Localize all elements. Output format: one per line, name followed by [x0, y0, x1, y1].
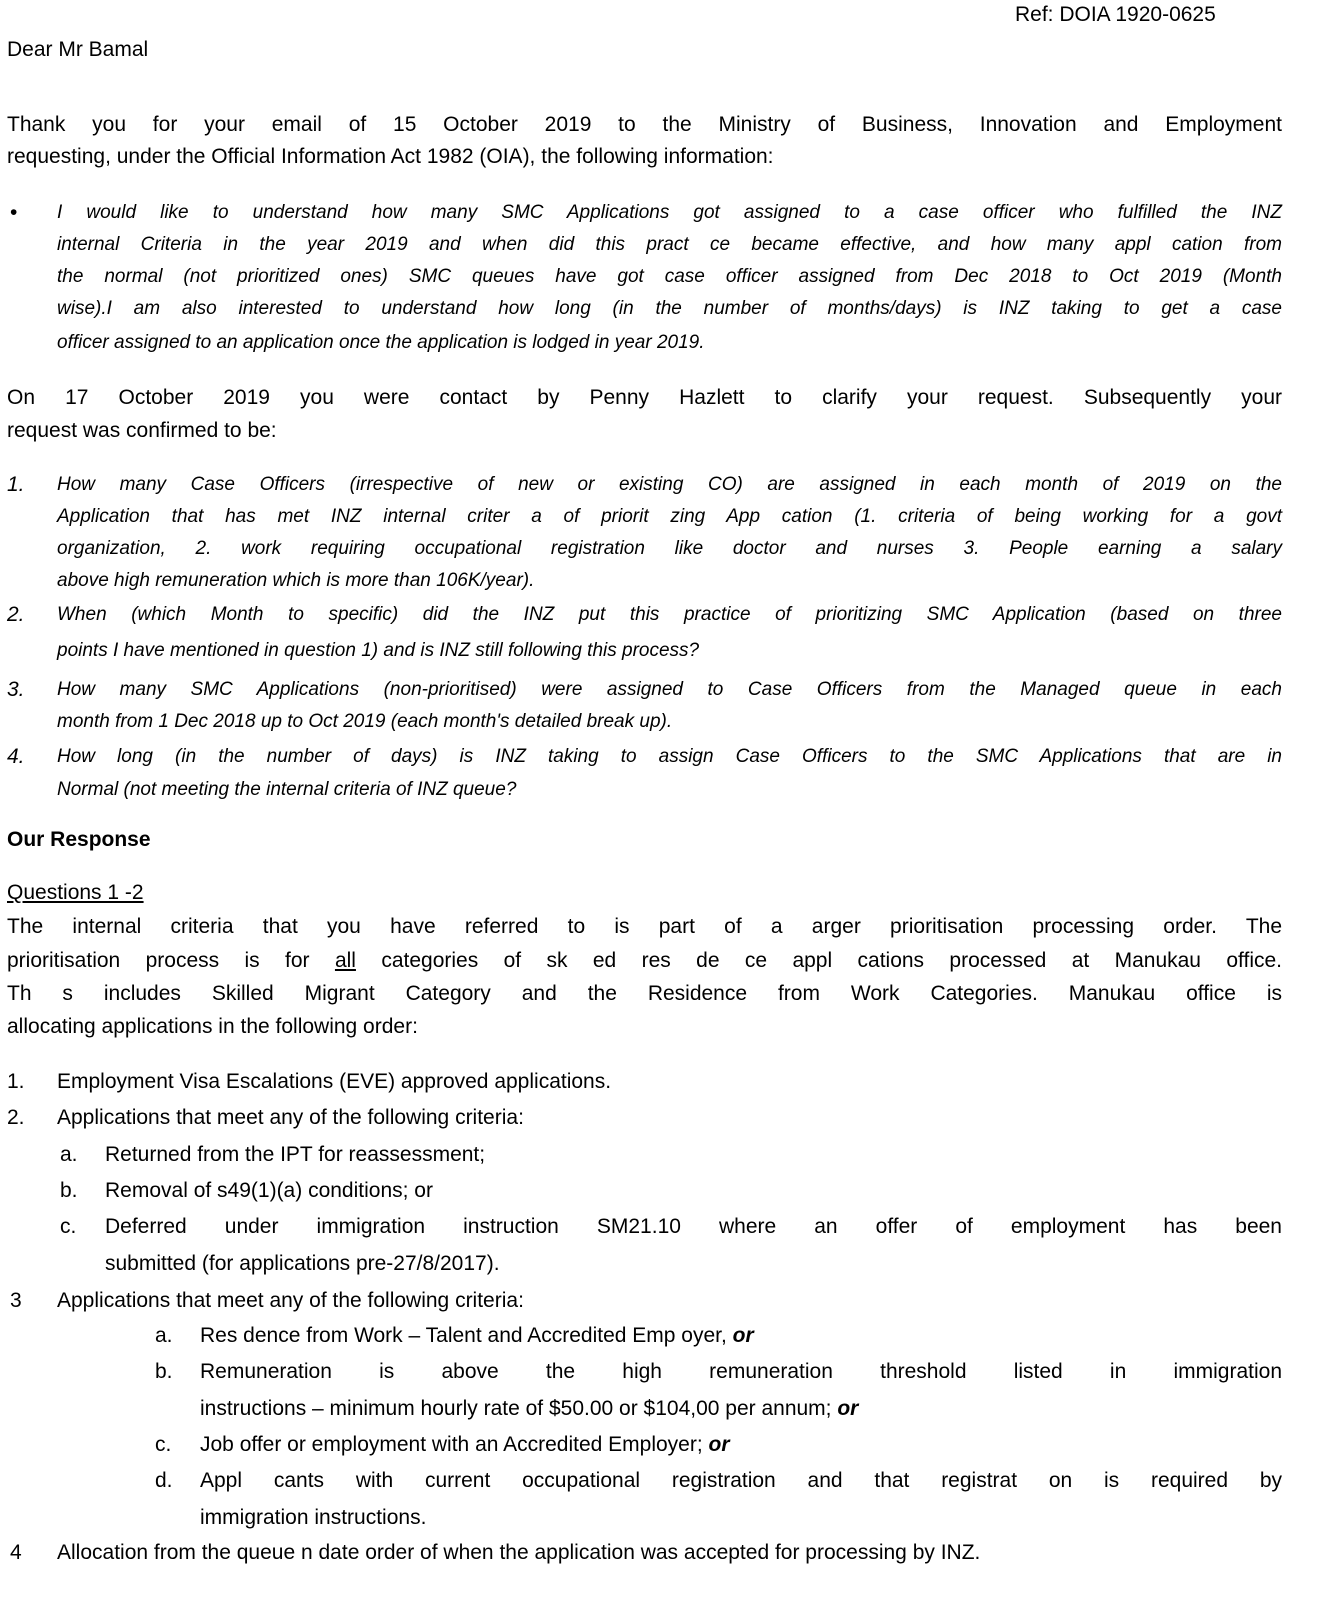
text-line: The internal criteria that you have referred to is part of a arger prioritisation processing order. The — [7, 915, 1282, 938]
text-line: Deferred under immigration instruction SM21.10 where an offer of employment has been — [105, 1215, 1282, 1238]
text-line: I would like to understand how many SMC Applications got assigned to a case officer who fulfilled the INZ — [57, 202, 1282, 223]
text-line: Thank you for your email of 15 October 2019 to the Ministry of Business, Innovation and Employment — [7, 113, 1282, 136]
emphasis: or — [837, 1397, 859, 1420]
list-letter: c. — [60, 1215, 77, 1238]
bullet-icon: • — [10, 201, 18, 224]
list-number: 3 — [10, 1289, 22, 1312]
salutation: Dear Mr Bamal — [7, 38, 149, 61]
list-letter: d. — [155, 1469, 173, 1492]
text-line: Employment Visa Escalations (EVE) approved applications. — [57, 1070, 612, 1093]
list-letter: c. — [155, 1433, 172, 1456]
list-number: 3. — [7, 678, 25, 701]
text-line: submitted (for applications pre-27/8/2017). — [105, 1252, 500, 1275]
list-number: 1. — [7, 473, 25, 496]
list-number: 4. — [7, 745, 25, 768]
emphasis: or — [708, 1433, 730, 1456]
text-line: How long (in the number of days) is INZ taking to assign Case Officers to the SMC Applications that are in — [57, 746, 1282, 767]
text: Job offer or employment with an Accredited Employer; — [200, 1433, 709, 1456]
ref-number: Ref: DOIA 1920-0625 — [1015, 3, 1216, 26]
list-number: 2. — [7, 1106, 25, 1129]
list-letter: b. — [60, 1179, 78, 1202]
list-letter: a. — [155, 1324, 173, 1347]
response-heading: Our Response — [7, 828, 151, 851]
text-line: requesting, under the Official Information Act 1982 (OIA), the following information: — [7, 145, 774, 168]
text: Res dence from Work – Talent and Accredited Emp oyer, — [200, 1324, 733, 1347]
text-line: Applications that meet any of the following criteria: — [57, 1106, 524, 1129]
text-line: request was confirmed to be: — [7, 419, 277, 442]
emphasis: or — [732, 1324, 754, 1347]
text-line: wise).I am also interested to understand how long (in the number of months/days) is INZ taking to get a case — [57, 298, 1282, 319]
text-line — [200, 1431, 730, 1459]
text: categories of sk ed res de ce appl cations processed at Manukau office. — [355, 949, 1283, 972]
text-line: Remuneration is above the high remuneration threshold listed in immigration — [200, 1360, 1282, 1383]
text-line: Allocation from the queue n date order of when the application was accepted for processing by INZ. — [57, 1541, 981, 1564]
text-line: Normal (not meeting the internal criteria of INZ queue? — [57, 779, 517, 800]
text-line: Applications that meet any of the following criteria: — [57, 1289, 524, 1312]
text-line — [200, 1395, 858, 1423]
text-line: Th s includes Skilled Migrant Category and the Residence from Work Categories. Manukau office is — [7, 982, 1282, 1005]
text: prioritisation process is for — [7, 949, 335, 972]
text-line — [200, 1322, 754, 1350]
text-line: Returned from the IPT for reassessment; — [105, 1143, 486, 1166]
text-line: the normal (not prioritized ones) SMC queues have got case officer assigned from Dec 2018 to Oct 2019 (Month — [57, 266, 1282, 287]
text: instructions – minimum hourly rate of $50.00 or $104,00 per annum; — [200, 1397, 838, 1420]
text-line: internal Criteria in the year 2019 and when did this pract ce became effective, and how many appl cation from — [57, 234, 1282, 255]
list-number: 2. — [7, 603, 25, 626]
text-line: organization, 2. work requiring occupational registration like doctor and nurses 3. People earning a salary — [57, 538, 1282, 559]
text-line: above high remuneration which is more than 106K/year). — [57, 570, 535, 591]
text-line: How many Case Officers (irrespective of new or existing CO) are assigned in each month of 2019 on the — [57, 474, 1282, 495]
text-line: Appl cants with current occupational registration and that registrat on is required by — [200, 1469, 1282, 1492]
text-line: officer assigned to an application once the application is lodged in year 2019. — [57, 332, 705, 353]
text-line: immigration instructions. — [200, 1506, 427, 1529]
text-line: Removal of s49(1)(a) conditions; or — [105, 1179, 433, 1202]
text-line: How many SMC Applications (non-prioritised) were assigned to Case Officers from the Managed queue in each — [57, 679, 1282, 700]
text-line: Application that has met INZ internal criter a of priorit zing App cation (1. criteria of being working for a govt — [57, 506, 1282, 527]
emphasis: all — [334, 949, 356, 972]
text-line: allocating applications in the following order: — [7, 1015, 418, 1038]
list-number: 4 — [10, 1541, 22, 1564]
questions-subheading: Questions 1 -2 — [7, 881, 144, 904]
text-line: points I have mentioned in question 1) and is INZ still following this process? — [57, 640, 700, 661]
text-line: On 17 October 2019 you were contact by Penny Hazlett to clarify your request. Subsequently your — [7, 386, 1282, 409]
list-letter: b. — [155, 1360, 173, 1383]
list-letter: a. — [60, 1143, 78, 1166]
text-line: month from 1 Dec 2018 up to Oct 2019 (each month's detailed break up). — [57, 711, 673, 732]
text-line: When (which Month to specific) did the INZ put this practice of prioritizing SMC Application (based on three — [57, 604, 1282, 625]
text-line — [7, 947, 1282, 975]
list-number: 1. — [7, 1070, 25, 1093]
